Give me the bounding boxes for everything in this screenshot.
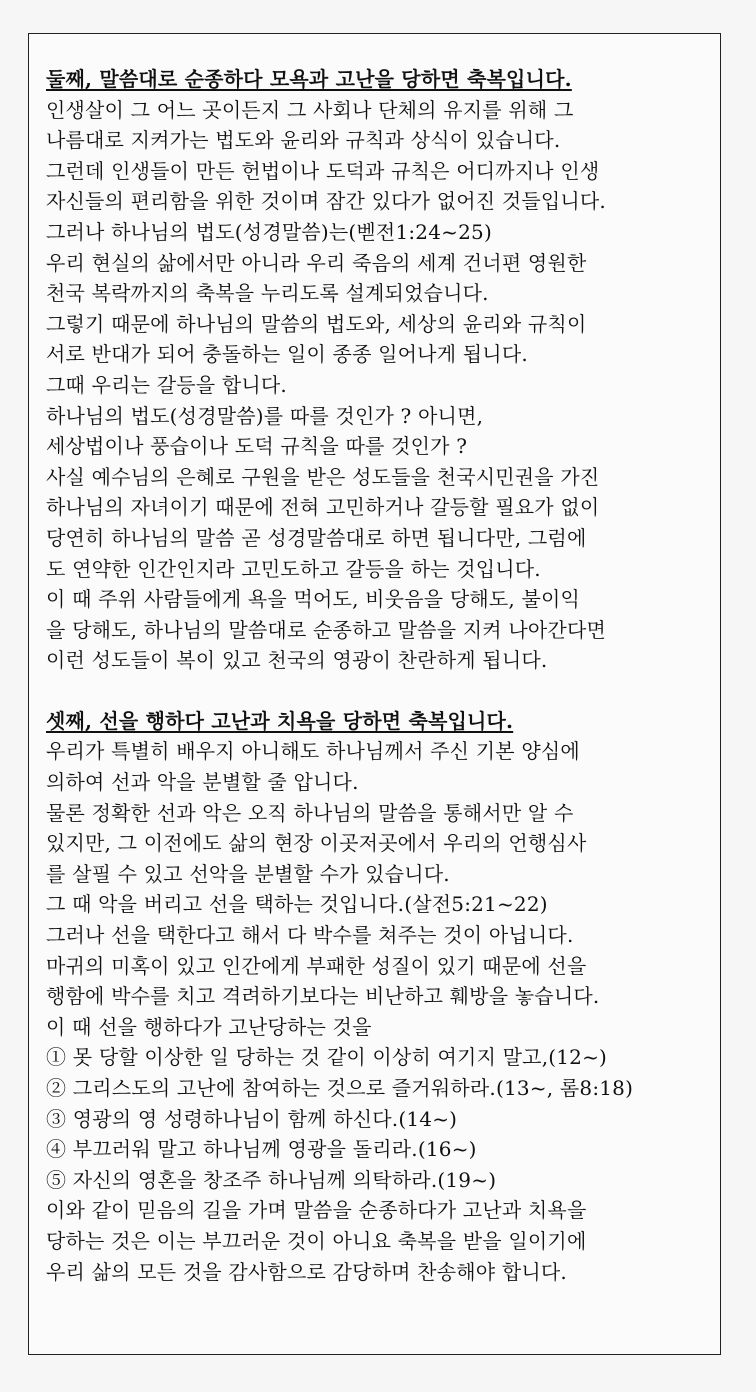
paragraph-line: 이와 같이 믿음의 길을 가며 말씀을 순종하다가 고난과 치욕을 [46,1198,587,1223]
paragraph-line: 나름대로 지켜가는 법도와 윤리와 규칙과 상식이 있습니다. [46,128,561,153]
paragraph-line: 그렇기 때문에 하나님의 말씀의 법도와, 세상의 윤리와 규칙이 [46,311,587,336]
paragraph-line: 을 당해도, 하나님의 말씀대로 순종하고 말씀을 지켜 나아간다면 [46,617,606,642]
paragraph-line: 자신들의 편리함을 위한 것이며 잠간 있다가 없어진 것들입니다. [46,189,606,214]
paragraph-line: 이 때 선을 행하다가 고난당하는 것을 [46,1014,372,1039]
paragraph-line: 당하는 것은 이는 부끄러운 것이 아니요 축복을 받을 일이기에 [46,1228,587,1253]
document-body [46,64,706,1287]
section-heading: 둘째, 말씀대로 순종하다 모욕과 고난을 당하면 축복입니다. [46,67,572,91]
paragraph-line: 당연히 하나님의 말씀 곧 성경말씀대로 하면 됩니다만, 그럼에 [46,525,587,550]
list-item: ④ 부끄러워 말고 하나님께 영광을 돌리라.(16~) [46,1137,477,1162]
section-spacer [46,676,706,706]
paragraph-line: 의하여 선과 악을 분별할 줄 압니다. [46,770,359,795]
section-heading: 셋째, 선을 행하다 고난과 치욕을 당하면 축복입니다. [46,708,514,733]
paragraph-line: 이런 성도들이 복이 있고 천국의 영광이 찬란하게 됩니다. [46,648,548,673]
paragraph-line: 하나님의 자녀이기 때문에 전혀 고민하거나 갈등할 필요가 없이 [46,495,600,520]
paragraph-line: 그러나 하나님의 법도(성경말씀)는(벧전1:24~25) [46,219,492,244]
paragraph-line: 그러나 선을 택한다고 해서 다 박수를 쳐주는 것이 아닙니다. [46,923,574,948]
list-item: ① 못 당할 이상한 일 당하는 것 같이 이상히 여기지 말고,(12~) [46,1045,608,1070]
paragraph-line: 그때 우리는 갈등을 합니다. [46,372,287,397]
paragraph-line: 사실 예수님의 은혜로 구원을 받은 성도들을 천국시민권을 가진 [46,464,600,489]
paragraph-line: 그 때 악을 버리고 선을 택하는 것입니다.(살전5:21~22) [46,892,548,917]
list-item: ③ 영광의 영 성령하나님이 함께 하신다.(14~) [46,1106,458,1131]
paragraph-line: 이 때 주위 사람들에게 욕을 먹어도, 비웃음을 당해도, 불이익 [46,587,581,612]
paragraph-line: 물론 정확한 선과 악은 오직 하나님의 말씀을 통해서만 알 수 [46,800,574,825]
paragraph-line: 하나님의 법도(성경말씀)를 따를 것인가 ? 아니면, [46,403,484,428]
paragraph-line: 도 연약한 인간인지라 고민도하고 갈등을 하는 것입니다. [46,556,541,581]
paragraph-line: 우리가 특별히 배우지 아니해도 하나님께서 주신 기본 양심에 [46,739,580,764]
paragraph-line: 우리 삶의 모든 것을 감사함으로 감당하며 찬송해야 합니다. [46,1259,567,1284]
paragraph-line: 마귀의 미혹이 있고 인간에게 부패한 성질이 있기 때문에 선을 [46,953,587,978]
list-item: ⑤ 자신의 영혼을 창조주 하나님께 의탁하라.(19~) [46,1167,497,1192]
paragraph-line: 행함에 박수를 치고 격려하기보다는 비난하고 훼방을 놓습니다. [46,984,600,1009]
section-second [46,64,706,676]
paragraph-line: 서로 반대가 되어 충돌하는 일이 종종 일어나게 됩니다. [46,342,528,367]
paragraph-line: 세상법이나 풍습이나 도덕 규칙을 따를 것인가 ? [46,434,468,459]
paragraph-line: 있지만, 그 이전에도 삶의 현장 이곳저곳에서 우리의 언행심사 [46,831,587,856]
paragraph-line: 천국 복락까지의 축복을 누리도록 설계되었습니다. [46,281,489,306]
list-item: ② 그리스도의 고난에 참여하는 것으로 즐거워하라.(13~, 롬8:18) [46,1076,634,1100]
paragraph-line: 그런데 인생들이 만든 헌법이나 도덕과 규칙은 어디까지나 인생 [46,158,600,183]
paragraph-line: 를 살필 수 있고 선악을 분별할 수가 있습니다. [46,861,450,886]
paragraph-line: 우리 현실의 삶에서만 아니라 우리 죽음의 세계 건너편 영원한 [46,250,587,275]
paragraph-line: 인생살이 그 어느 곳이든지 그 사회나 단체의 유지를 위해 그 [46,97,574,122]
section-third [46,706,706,1287]
